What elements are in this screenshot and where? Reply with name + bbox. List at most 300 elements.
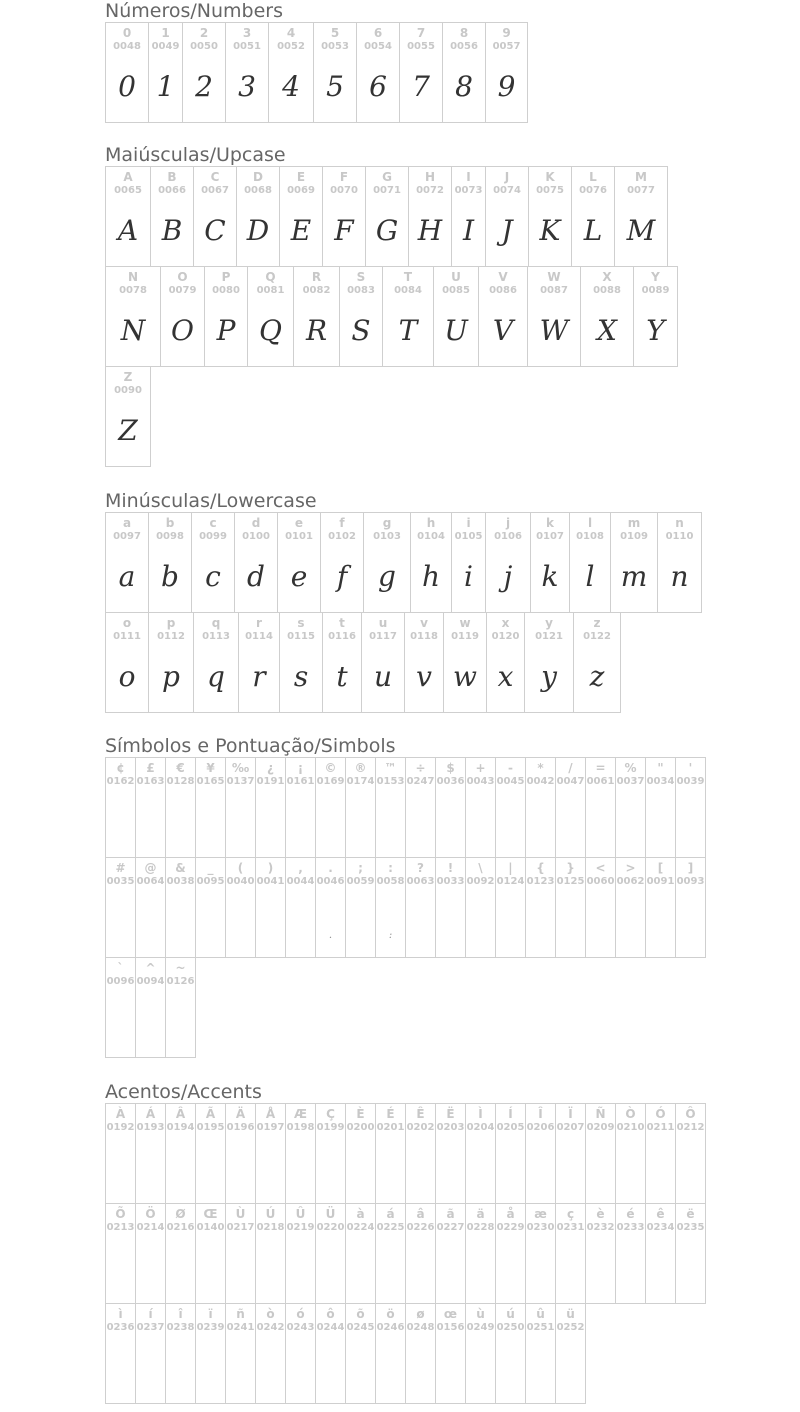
glyph-sample: 9 [497, 70, 516, 103]
glyph-cell [255, 757, 286, 858]
glyph-row [105, 512, 701, 612]
glyph-cell [615, 757, 646, 858]
glyph-cell [148, 22, 183, 123]
glyph-code-label: 0113 [202, 631, 230, 642]
glyph-char-label: ú [506, 1307, 515, 1321]
glyph-char-label: ™ [384, 761, 397, 775]
glyph-cell [435, 757, 466, 858]
glyph-cell [160, 266, 205, 367]
glyph-code-label: 0213 [106, 1222, 135, 1233]
glyph-code-label: 0091 [646, 876, 675, 887]
glyph-code-label: 0163 [136, 776, 165, 787]
glyph-char-label: Ì [478, 1107, 483, 1121]
glyph-code-label: 0120 [491, 631, 520, 642]
glyph-code-label: 0100 [242, 531, 270, 542]
glyph-char-label: Ë [446, 1107, 455, 1121]
glyph-cell [105, 1103, 136, 1204]
glyph-cell [451, 166, 486, 267]
glyph-cell [105, 266, 161, 367]
glyph-sample: m [620, 560, 648, 593]
glyph-code-label: 0038 [166, 876, 195, 887]
glyph-char-label: ò [266, 1307, 275, 1321]
glyph-char-label: + [475, 761, 486, 775]
glyph-code-label: 0054 [364, 41, 392, 52]
glyph-code-label: 0035 [106, 876, 135, 887]
glyph-char-label: Ã [205, 1107, 216, 1121]
section-title: Acentos/Accents [105, 1081, 262, 1103]
glyph-code-label: 0219 [286, 1222, 315, 1233]
glyph-cell [404, 612, 444, 713]
glyph-cell [555, 857, 586, 958]
glyph-cell [193, 166, 237, 267]
glyph-char-label: ÷ [415, 761, 426, 775]
glyph-code-label: 0224 [346, 1222, 375, 1233]
glyph-code-label: 0232 [586, 1222, 615, 1233]
glyph-code-label: 0049 [151, 41, 180, 52]
glyph-sample: r [252, 660, 266, 693]
glyph-cell [405, 857, 436, 958]
glyph-cell [285, 757, 316, 858]
glyph-code-label: 0122 [583, 631, 611, 642]
section-accents [105, 1081, 705, 1403]
glyph-cell [322, 612, 362, 713]
glyph-cell [345, 1203, 376, 1304]
glyph-sample: 4 [282, 70, 300, 103]
glyph-row [105, 266, 677, 366]
glyph-code-label: 0196 [226, 1122, 255, 1133]
glyph-cell [495, 857, 526, 958]
glyph-sample: 0 [118, 70, 136, 103]
glyph-cell [485, 166, 529, 267]
glyph-code-label: 0251 [526, 1322, 555, 1333]
glyph-cell [315, 1203, 346, 1304]
glyph-sample: Q [259, 314, 282, 347]
glyph-cell [105, 366, 151, 467]
glyph-cell [375, 1203, 406, 1304]
section-title: Minúsculas/Lowercase [105, 490, 317, 512]
glyph-char-label: H [424, 170, 436, 184]
glyph-cell [165, 1303, 196, 1404]
glyph-code-label: 0097 [113, 531, 141, 542]
glyph-char-label: ñ [236, 1307, 245, 1321]
glyph-cell [135, 757, 166, 858]
glyph-char-label: å [506, 1207, 515, 1221]
glyph-code-label: 0243 [286, 1322, 315, 1333]
glyph-char-label: \ [478, 861, 483, 875]
glyph-cell [465, 757, 496, 858]
glyph-cell [165, 1103, 196, 1204]
glyph-char-label: 9 [502, 26, 511, 40]
glyph-cell [585, 1103, 616, 1204]
glyph-char-label: A [123, 170, 133, 184]
glyph-cell [573, 612, 621, 713]
glyph-cell [268, 22, 314, 123]
glyph-char-label: % [624, 761, 637, 775]
glyph-cell [225, 857, 256, 958]
glyph-char-label: € [176, 761, 185, 775]
glyph-char-label: ì [118, 1307, 123, 1321]
glyph-code-label: 0217 [226, 1222, 255, 1233]
glyph-char-label: À [115, 1107, 126, 1121]
glyph-char-label: ? [417, 861, 424, 875]
glyph-char-label: P [221, 270, 231, 284]
glyph-sample: i [464, 560, 473, 593]
glyph-sample: g [378, 560, 396, 593]
glyph-char-label: W [547, 270, 561, 284]
glyph-cell [675, 857, 706, 958]
glyph-code-label: 0070 [330, 185, 358, 196]
glyph-char-label: ' [688, 761, 693, 775]
glyph-cell [495, 1103, 526, 1204]
glyph-cell [375, 857, 406, 958]
glyph-code-label: 0075 [536, 185, 564, 196]
glyph-cell [580, 266, 634, 367]
glyph-cell [315, 1303, 346, 1404]
glyph-sample: Y [646, 314, 665, 347]
glyph-char-label: ¿ [267, 761, 274, 775]
glyph-row [105, 1203, 705, 1303]
glyph-code-label: 0110 [665, 531, 694, 542]
glyph-cell [495, 757, 526, 858]
glyph-cell [105, 857, 136, 958]
glyph-char-label: g [382, 516, 392, 530]
glyph-code-label: 0085 [442, 285, 470, 296]
section-symbols [105, 735, 705, 1057]
glyph-code-label: 0089 [641, 285, 670, 296]
glyph-code-label: 0245 [346, 1322, 375, 1333]
glyph-char-label: Ø [175, 1207, 186, 1221]
glyph-sample: 7 [412, 70, 430, 103]
glyph-code-label: 0242 [256, 1322, 285, 1333]
glyph-cell [182, 22, 226, 123]
glyph-cell [105, 612, 149, 713]
glyph-char-label: í [148, 1307, 153, 1321]
glyph-char-label: é [626, 1207, 635, 1221]
section-upcase [105, 144, 677, 466]
glyph-code-label: 0231 [556, 1222, 585, 1233]
glyph-char-label: 1 [161, 26, 170, 40]
glyph-cell [105, 512, 149, 613]
glyph-cell [410, 512, 452, 613]
glyph-cell [614, 166, 668, 267]
glyph-cell [645, 857, 676, 958]
glyph-cell [465, 1103, 496, 1204]
glyph-cell [528, 166, 572, 267]
glyph-code-label: 0053 [321, 41, 349, 52]
glyph-char-label: Ú [265, 1207, 276, 1221]
glyph-char-label: U [451, 270, 461, 284]
glyph-char-label: 8 [459, 26, 469, 40]
glyph-code-label: 0212 [676, 1122, 705, 1133]
glyph-sample: J [501, 214, 513, 247]
glyph-code-label: 0084 [394, 285, 422, 296]
glyph-code-label: 0064 [136, 876, 165, 887]
glyph-char-label: à [356, 1207, 365, 1221]
glyph-code-label: 0218 [256, 1222, 285, 1233]
glyph-char-label: ® [354, 761, 367, 775]
glyph-cell [585, 757, 616, 858]
glyph-code-label: 0229 [496, 1222, 525, 1233]
glyph-code-label: 0107 [536, 531, 564, 542]
glyph-code-label: 0192 [106, 1122, 135, 1133]
glyph-cell [615, 1203, 646, 1304]
glyph-sample: v [416, 660, 432, 693]
glyph-cell [105, 1303, 136, 1404]
glyph-char-label: J [504, 170, 510, 184]
glyph-code-label: 0044 [286, 876, 315, 887]
glyph-char-label: ã [446, 1207, 455, 1221]
glyph-code-label: 0071 [373, 185, 401, 196]
glyph-char-label: û [536, 1307, 545, 1321]
glyph-char-label: | [508, 861, 513, 875]
glyph-cell [195, 857, 226, 958]
glyph-sample: O [171, 314, 194, 347]
glyph-char-label: D [253, 170, 263, 184]
glyph-char-label: Î [538, 1107, 543, 1121]
glyph-cell [255, 1103, 286, 1204]
glyph-code-label: 0081 [256, 285, 285, 296]
glyph-cell [236, 166, 280, 267]
glyph-char-label: & [175, 861, 186, 875]
glyph-code-label: 0033 [436, 876, 465, 887]
glyph-cell [527, 266, 581, 367]
glyph-char-label: F [339, 170, 349, 184]
glyph-code-label: 0098 [156, 531, 184, 542]
glyph-code-label: 0042 [526, 776, 555, 787]
glyph-char-label: 6 [373, 26, 383, 40]
glyph-char-label: x [501, 616, 510, 630]
glyph-cell [555, 757, 586, 858]
glyph-cell [524, 612, 574, 713]
glyph-char-label: _ [207, 861, 214, 875]
glyph-cell [255, 1303, 286, 1404]
glyph-code-label: 0227 [436, 1222, 465, 1233]
glyph-cell [255, 1203, 286, 1304]
glyph-char-label: Æ [293, 1107, 308, 1121]
glyph-char-label: n [675, 516, 684, 530]
glyph-code-label: 0238 [166, 1322, 195, 1333]
glyph-code-label: 0198 [286, 1122, 315, 1133]
glyph-sample: S [351, 314, 371, 347]
glyph-cell [555, 1303, 586, 1404]
glyph-char-label: f [339, 516, 345, 530]
glyph-cell [277, 512, 321, 613]
glyph-sample: H [417, 214, 443, 247]
glyph-code-label: 0057 [492, 41, 521, 52]
glyph-sample: D [246, 214, 270, 247]
glyph-code-label: 0065 [114, 185, 142, 196]
glyph-cell [204, 266, 248, 367]
glyph-cell [135, 1103, 166, 1204]
glyph-sample: K [539, 214, 561, 247]
glyph-cell [405, 1203, 436, 1304]
glyph-char-label: ê [656, 1207, 665, 1221]
glyph-char-label: c [209, 516, 217, 530]
glyph-sample: n [670, 560, 689, 593]
glyph-char-label: ~ [175, 961, 186, 975]
glyph-code-label: 0094 [136, 976, 165, 987]
glyph-cell [451, 512, 486, 613]
glyph-cell [255, 857, 286, 958]
glyph-code-label: 0069 [287, 185, 315, 196]
glyph-code-label: 0115 [287, 631, 315, 642]
glyph-sample: a [118, 560, 136, 593]
glyph-sample: T [398, 314, 418, 347]
glyph-cell [225, 1103, 256, 1204]
glyph-char-label: B [167, 170, 177, 184]
glyph-sample: V [492, 314, 514, 347]
glyph-sample: k [541, 560, 559, 593]
glyph-char-label: X [602, 270, 612, 284]
glyph-code-label: 0156 [436, 1322, 465, 1333]
glyph-cell [435, 1203, 466, 1304]
glyph-cell [105, 1203, 136, 1304]
glyph-code-label: 0034 [646, 776, 675, 787]
glyph-code-label: 0197 [256, 1122, 285, 1133]
glyph-char-label: d [251, 516, 261, 530]
glyph-cell [555, 1103, 586, 1204]
glyph-cell [195, 1103, 226, 1204]
glyph-char-label: a [122, 516, 132, 530]
glyph-sample: f [336, 560, 348, 593]
glyph-char-label: 0 [122, 26, 132, 40]
glyph-cell [285, 1103, 316, 1204]
glyph-cell [405, 757, 436, 858]
glyph-cell [345, 1303, 376, 1404]
glyph-code-label: 0193 [136, 1122, 165, 1133]
glyph-code-label: 0207 [556, 1122, 585, 1133]
glyph-code-label: 0125 [556, 876, 585, 887]
glyph-cell [279, 166, 323, 267]
glyph-char-label: / [568, 761, 573, 775]
glyph-char-label: Œ [203, 1207, 218, 1221]
glyph-row [105, 957, 705, 1057]
glyph-char-label: æ [534, 1207, 547, 1221]
glyph-char-label: ü [566, 1307, 575, 1321]
glyph-char-label: è [596, 1207, 605, 1221]
glyph-char-label: Ô [685, 1107, 696, 1121]
glyph-code-label: 0068 [244, 185, 272, 196]
glyph-cell [165, 757, 196, 858]
glyph-cell [105, 957, 136, 1058]
glyph-char-label: ¡ [297, 761, 304, 775]
glyph-code-label: 0073 [454, 185, 483, 196]
glyph-sample: : [388, 930, 393, 941]
glyph-code-label: 0228 [466, 1222, 495, 1233]
glyph-char-label: ! [447, 861, 454, 875]
glyph-sample: 8 [455, 70, 473, 103]
glyph-code-label: 0043 [466, 776, 495, 787]
glyph-sample: t [336, 660, 348, 693]
glyph-cell [675, 757, 706, 858]
glyph-cell [525, 1303, 556, 1404]
glyph-cell [285, 1203, 316, 1304]
glyph-code-label: 0096 [106, 976, 135, 987]
glyph-sample: A [117, 214, 139, 247]
glyph-char-label: Ü [325, 1207, 336, 1221]
glyph-cell [585, 1203, 616, 1304]
glyph-sample: E [290, 214, 312, 247]
glyph-cell [485, 22, 528, 123]
glyph-cell [315, 1103, 346, 1204]
glyph-cell [365, 166, 409, 267]
glyph-cell [435, 1103, 466, 1204]
glyph-char-label: " [657, 761, 664, 775]
glyph-code-label: 0174 [346, 776, 375, 787]
glyph-cell [135, 1203, 166, 1304]
glyph-code-label: 0204 [466, 1122, 495, 1133]
glyph-cell [645, 1203, 676, 1304]
glyph-code-label: 0210 [616, 1122, 645, 1133]
glyph-sample: W [539, 314, 569, 347]
glyph-char-label: v [420, 616, 428, 630]
glyph-code-label: 0119 [451, 631, 479, 642]
glyph-code-label: 0153 [376, 776, 405, 787]
glyph-cell [405, 1103, 436, 1204]
glyph-cell [485, 512, 531, 613]
glyph-char-label: q [211, 616, 221, 630]
glyph-char-label: R [311, 270, 322, 284]
glyph-sample: b [161, 560, 179, 593]
glyph-code-label: 0214 [136, 1222, 165, 1233]
glyph-char-label: = [595, 761, 606, 775]
glyph-char-label: Ö [145, 1207, 156, 1221]
glyph-char-label: h [426, 516, 436, 530]
glyph-cell [405, 1303, 436, 1404]
glyph-code-label: 0237 [136, 1322, 165, 1333]
glyph-cell [442, 22, 486, 123]
glyph-code-label: 0063 [406, 876, 435, 887]
glyph-cell [225, 1303, 256, 1404]
glyph-code-label: 0052 [277, 41, 305, 52]
glyph-code-label: 0066 [158, 185, 186, 196]
glyph-char-label: Û [295, 1207, 306, 1221]
glyph-code-label: 0126 [166, 976, 195, 987]
glyph-code-label: 0101 [285, 531, 313, 542]
glyph-sample: X [597, 314, 617, 347]
glyph-code-label: 0109 [620, 531, 648, 542]
glyph-row [105, 857, 705, 957]
section-numbers [105, 0, 527, 122]
glyph-code-label: 0194 [166, 1122, 195, 1133]
glyph-code-label: 0137 [226, 776, 255, 787]
glyph-code-label: 0233 [616, 1222, 645, 1233]
glyph-code-label: 0077 [627, 185, 655, 196]
glyph-char-label: Ê [416, 1107, 425, 1121]
glyph-char-label: Ï [568, 1107, 573, 1121]
glyph-code-label: 0230 [526, 1222, 555, 1233]
glyph-char-label: C [210, 170, 220, 184]
glyph-cell [675, 1203, 706, 1304]
glyph-code-label: 0086 [489, 285, 517, 296]
glyph-char-label: ø [416, 1307, 425, 1321]
glyph-sample: u [373, 660, 393, 693]
glyph-code-label: 0040 [226, 876, 255, 887]
glyph-code-label: 0106 [494, 531, 522, 542]
glyph-char-label: © [324, 761, 337, 775]
glyph-code-label: 0121 [535, 631, 563, 642]
glyph-char-label: t [339, 616, 345, 630]
glyph-char-label: b [165, 516, 175, 530]
glyph-code-label: 0124 [496, 876, 525, 887]
glyph-char-label: õ [356, 1307, 365, 1321]
section-title: Números/Numbers [105, 0, 283, 22]
glyph-char-label: œ [443, 1307, 458, 1321]
glyph-code-label: 0078 [119, 285, 147, 296]
glyph-char-label: - [508, 761, 513, 775]
glyph-cell [382, 266, 434, 367]
glyph-cell [320, 512, 364, 613]
